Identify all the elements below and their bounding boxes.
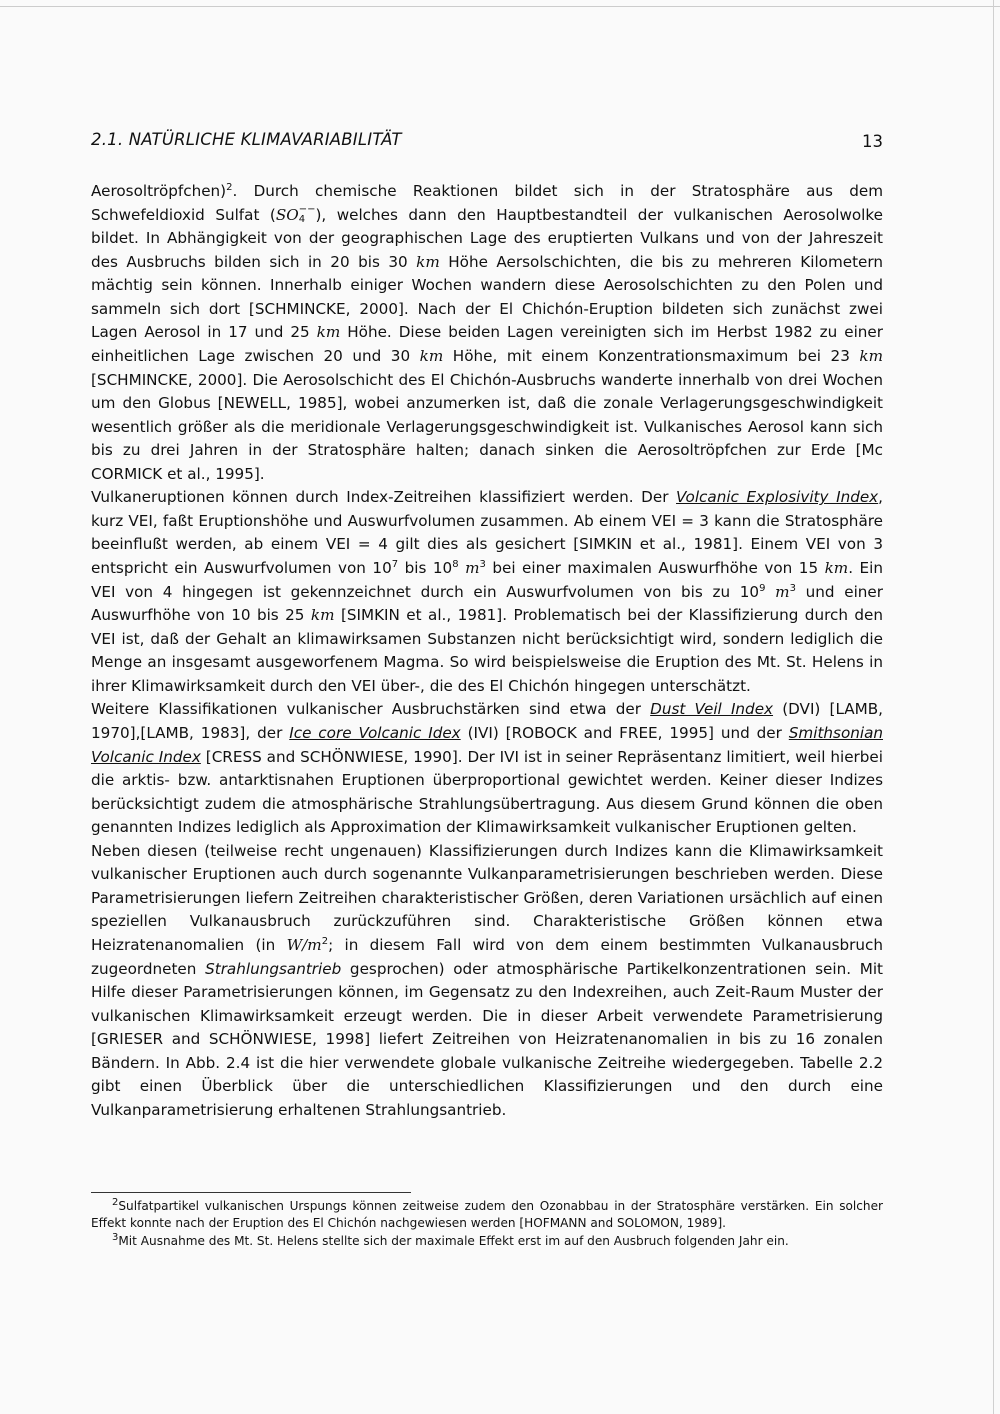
index-name: Dust Veil Index bbox=[650, 700, 774, 719]
math-text: km bbox=[859, 346, 883, 365]
footnotes bbox=[91, 1198, 883, 1250]
footnote-rule bbox=[91, 1192, 411, 1193]
scan-right-edge bbox=[993, 0, 994, 1414]
exponent: 2 bbox=[321, 935, 329, 947]
text-run: Weitere Klassifikationen vulkanischer Ausbruchstärken sind etwa der bbox=[91, 700, 651, 719]
subscript: 4 bbox=[298, 214, 306, 226]
text-run: (DVI) [LAMB, 1970],[LAMB, 1983], der bbox=[91, 700, 883, 742]
scan-top-edge bbox=[0, 6, 1000, 7]
footnote-mark: 3 bbox=[112, 1231, 119, 1243]
text-run: Vulkaneruptionen können durch Index-Zeitreihen klassifiziert werden. Der bbox=[91, 488, 677, 507]
footnote-ref: 2 bbox=[226, 181, 233, 193]
text-run: , kurz VEI, faßt Eruptionshöhe und Auswurfvolumen zusammen. Ab einem VEI = 3 kann die Stratosphäre beeinflußt werden, ab einem VEI = 4 gilt dies als gesichert [SIMKIN et al., 1981]. Einem VEI von 3 entspricht ein Auswurfvolumen von 10 bbox=[91, 488, 883, 577]
exponent: 3 bbox=[479, 558, 486, 570]
footnote-text: Mit Ausnahme des Mt. St. Helens stellte sich der maximale Effekt erst im auf den Ausbruch folgenden Jahr ein. bbox=[118, 1233, 789, 1248]
exponent: 8 bbox=[452, 558, 459, 570]
text-run: Höhe, mit einem Konzentrationsmaximum bei 23 bbox=[443, 346, 860, 365]
text-run: [SIMKIN et al., 1981]. Problematisch bei der Klassifizierung durch den VEI ist, daß der Gehalt an klimawirksamen Substanzen nicht berücksichtigt wird, sondern lediglich die Menge an insgesamt ausgeworfenem Magma. So wird beispielsweise die Eruption des Mt. St. Helens in ihrer Klimawirksamkeit durch den VEI über-, die des El Chichón hingegen unterschätzt. bbox=[91, 606, 883, 695]
footnote-3 bbox=[91, 1233, 883, 1250]
text-run: Höhe. Diese beiden Lagen vereinigten sich im Herbst 1982 zu einer einheitlichen Lage zwischen 20 und 30 bbox=[91, 323, 884, 365]
superscript: −− bbox=[298, 204, 316, 216]
paragraph-2 bbox=[91, 486, 883, 698]
text-run: ), welches dann den Hauptbestandteil der vulkanischen Aerosolwolke bildet. In Abhängigkeit von der geographischen Lage des eruptierten Vulkans und von der Jahreszeit des Ausbruchs bilden sich in 20 bis 30 bbox=[91, 205, 884, 271]
math-text: m bbox=[775, 582, 790, 601]
index-name: Ice core Volcanic Idex bbox=[289, 723, 461, 742]
page-header bbox=[91, 130, 883, 154]
footnote-text: Sulfatpartikel vulkanischen Urspungs können zeitweise zudem den Ozonabbau in der Stratosphäre verstärken. Ein solcher Effekt konnte nach der Eruption des El Chichón nachgewiesen werden [HOFMANN and SOLOMON, 1989]. bbox=[91, 1199, 883, 1231]
paragraph-1 bbox=[91, 180, 883, 486]
running-head: 2.1. NATÜRLICHE KLIMAVARIABILITÄT bbox=[91, 130, 402, 149]
math-text: km bbox=[310, 606, 335, 625]
text-run: [CRESS and SCHÖNWIESE, 1990]. Der IVI ist in seiner Repräsentanz limitiert, weil hierbei die arktis- bzw. antarktisnahen Eruptionen überproportional gewichtet werden. Keiner dieser Indizes berücksichtigt zudem die atmosphärische Strahlungsübertragung. Aus diesem Grund können die oben genannten Indizes lediglich als Approximation der Klimawirksamkeit vulkanischer Eruptionen gelten. bbox=[91, 747, 883, 837]
math-text: km bbox=[416, 252, 440, 271]
body-text bbox=[91, 180, 883, 1123]
text-run: . Ein VEI von 4 hingegen ist gekennzeichnet durch ein Auswurfvolumen von bis zu 10 bbox=[91, 559, 883, 601]
text-run: bei einer maximalen Auswurfhöhe von 15 bbox=[485, 559, 825, 577]
index-name: Smithsonian Volcanic Index bbox=[91, 723, 884, 766]
index-name: Volcanic Explosivity Index bbox=[676, 488, 879, 507]
text-run: Neben diesen (teilweise recht ungenauen) Klassifizierungen durch Indizes kann die Klimawirksamkeit vulkanischer Eruptionen auch durch sogenannte Vulkanparametrisierungen beschrieben werden. Diese Parametrisierungen liefern Zeitreihen charakteristischer Größen, deren Variationen ursächlich auf einen speziellen Vulkanausbruch zurückzuführen sind. Charakteristische Größen können etwa Heizratenanomalien (in bbox=[91, 841, 883, 954]
emphasis-term: Strahlungsantrieb bbox=[205, 959, 342, 978]
text-run: und einer Auswurfhöhe von 10 bis 25 bbox=[91, 582, 883, 625]
paragraph-4 bbox=[91, 840, 883, 1123]
text-run: Aerosoltröpfchen) bbox=[91, 182, 227, 200]
text-run: gesprochen) oder atmosphärische Partikelkonzentrationen sein. Mit Hilfe dieser Parametrisierungen können, im Gegensatz zu den Indexreihen, auch Zeit-Raum Muster der vulkanischen Klimawirksamkeit erzeugt werden. Die in dieser Arbeit verwendete Parametrisierung [GRIESER and SCHÖNWIESE, 1998] liefert Zeitreihen von Heizratenanomalien in bis zu 16 zonalen Bändern. In Abb. 2.4 ist die hier verwendete globale vulkanische Zeitreihe wiedergegeben. Tabelle 2.2 gibt einen Überblick über die unterschiedlichen Klassifizierungen und den durch eine Vulkanparametrisierung erhaltenen Strahlungsantrieb. bbox=[91, 959, 884, 1119]
text-run: bis 10 bbox=[398, 559, 453, 577]
math-text: m bbox=[465, 559, 480, 577]
text-run: (IVI) [ROBOCK and FREE, 1995] und der bbox=[460, 723, 789, 742]
text-run: Höhe Aersolschichten, die bis zu mehreren Kilometern mächtig sein können. Innerhalb einiger Wochen wandern diese Aerosolschichten zu den Polen und sammeln sich dort [SCHMINCKE, 2000]. Nach der El Chichón-Eruption bildeten sich zunächst zwei Lagen Aerosol in 17 und 25 bbox=[91, 252, 883, 342]
math-text: km bbox=[824, 559, 849, 577]
math-text: km bbox=[419, 346, 444, 365]
footnote-mark: 2 bbox=[112, 1196, 119, 1208]
text-run: ; in diesem Fall wird von dem einem bestimmten Vulkanausbruch zugeordneten bbox=[91, 936, 884, 978]
exponent: 3 bbox=[789, 582, 796, 594]
subsup-stack bbox=[299, 205, 316, 225]
exponent: 7 bbox=[391, 558, 399, 570]
math-text: SO bbox=[275, 205, 299, 224]
footnote-2 bbox=[91, 1198, 883, 1233]
math-text: W/m bbox=[286, 936, 322, 954]
math-text: km bbox=[316, 323, 341, 342]
exponent: 9 bbox=[759, 582, 766, 594]
paragraph-3 bbox=[91, 698, 883, 839]
text-run: [SCHMINCKE, 2000]. Die Aerosolschicht des El Chichón-Ausbruchs wanderte innerhalb von drei Wochen um den Globus [NEWELL, 1985], wobei anzumerken ist, daß die zonale Verlagerungsgeschwindigkeit wesentlich größer als die meridionale Verlagerungsgeschwindigkeit ist. Vulkanisches Aerosol kann sich bis zu drei Jahren in der Stratosphäre halten; danach sinken die Aerosoltröpfchen zur Erde [Mc CORMICK et al., 1995]. bbox=[91, 370, 883, 483]
page-number: 13 bbox=[862, 132, 883, 151]
text-run: . Durch chemische Reaktionen bildet sich in der Stratosphäre aus dem Schwefeldioxid Sulfat ( bbox=[91, 182, 883, 224]
text-run bbox=[765, 583, 775, 601]
